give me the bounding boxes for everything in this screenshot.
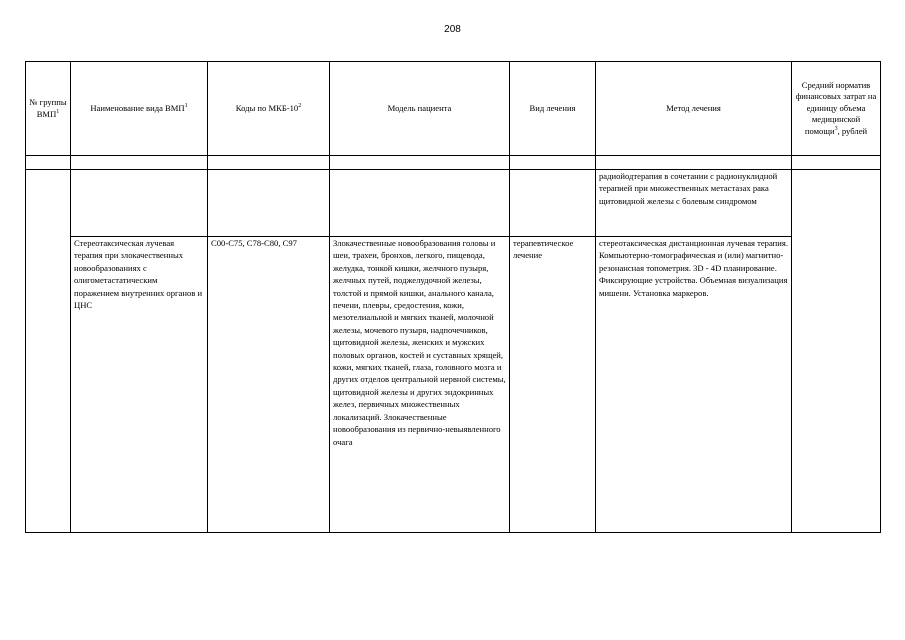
spacer-cell [26,156,71,170]
header-patient-model: Модель пациента [330,62,510,156]
cost-cell [792,170,881,533]
header-icd-text: Коды по МКБ-10 [235,102,299,113]
header-icd-footnote: 2 [298,102,302,109]
treatment-type-cell: терапевтическое лечение [510,237,596,533]
continuation-model-cell [330,170,510,237]
spacer-cell [596,156,792,170]
header-cost-tail: , рублей [837,125,868,136]
header-icd-codes [208,62,330,156]
header-cost-text: Средний норматив финансовых затрат на единицу объема медицинской помощи [795,79,877,136]
spacer-cell [792,156,881,170]
continuation-row [26,170,881,237]
header-treatment-type: Вид лечения [510,62,596,156]
header-cost-footnote: 3 [834,125,838,132]
header-name-text: Наименование вида ВМП [90,102,185,113]
icd-codes-cell: C00-C75, C78-C80, C97 [208,237,330,533]
continuation-treatment-cell [510,170,596,237]
vmp-name-cell: Стереотаксическая лучевая терапия при злокачественных новообразованиях с олигометастатическим поражением внутренних органов и ЦНС [71,237,208,533]
spacer-row [26,156,881,170]
vmp-table [25,61,881,533]
treatment-method-cell: стереотаксическая дистанционная лучевая терапия. Компьютерно-томографическая и (или) магнитно-резонансная топометрия. 3D - 4D планирование. Фиксирующие устройства. Объемная визуализация мишени. Установка маркеров. [596,237,792,533]
spacer-cell [510,156,596,170]
header-group-footnote: 1 [56,108,60,115]
continuation-icd-cell [208,170,330,237]
continuation-method-cell: радиойодтерапия в сочетании с радионуклидной терапией при множественных метастазах рака щитовидной железы с болевым синдромом [596,170,792,237]
table-row [26,237,881,533]
header-vmp-name [71,62,208,156]
header-name-footnote: 1 [184,102,188,109]
spacer-cell [330,156,510,170]
spacer-cell [71,156,208,170]
table-header-row [26,62,881,156]
patient-model-cell: Злокачественные новообразования головы и шеи, трахеи, бронхов, легкого, пищевода, желудка, тонкой кишки, желчного пузыря, желчных путей, поджелудочной железы, толстой и прямой кишки, анального канала, печени, плевры, средостения, кожи, мезотелиальной и мягких тканей, молочной железы, мочевого пузыря, надпочечников, щитовидной железы, женских и мужских половых органов, костей и суставных хрящей, кожи, мягких тканей, глаза, головного мозга и других отделов центральной нервной системы, щитовидной железы и других эндокринных желез, первичных множественных локализаций. Злокачественные новообразования из первично-невыявленного очага [330,237,510,533]
header-group-number [26,62,71,156]
spacer-cell [208,156,330,170]
continuation-name-cell [71,170,208,237]
header-group-text: № группы ВМП [29,97,67,119]
header-treatment-method: Метод лечения [596,62,792,156]
header-average-cost [792,62,881,156]
page-number: 208 [444,24,461,35]
group-number-cell [26,170,71,533]
